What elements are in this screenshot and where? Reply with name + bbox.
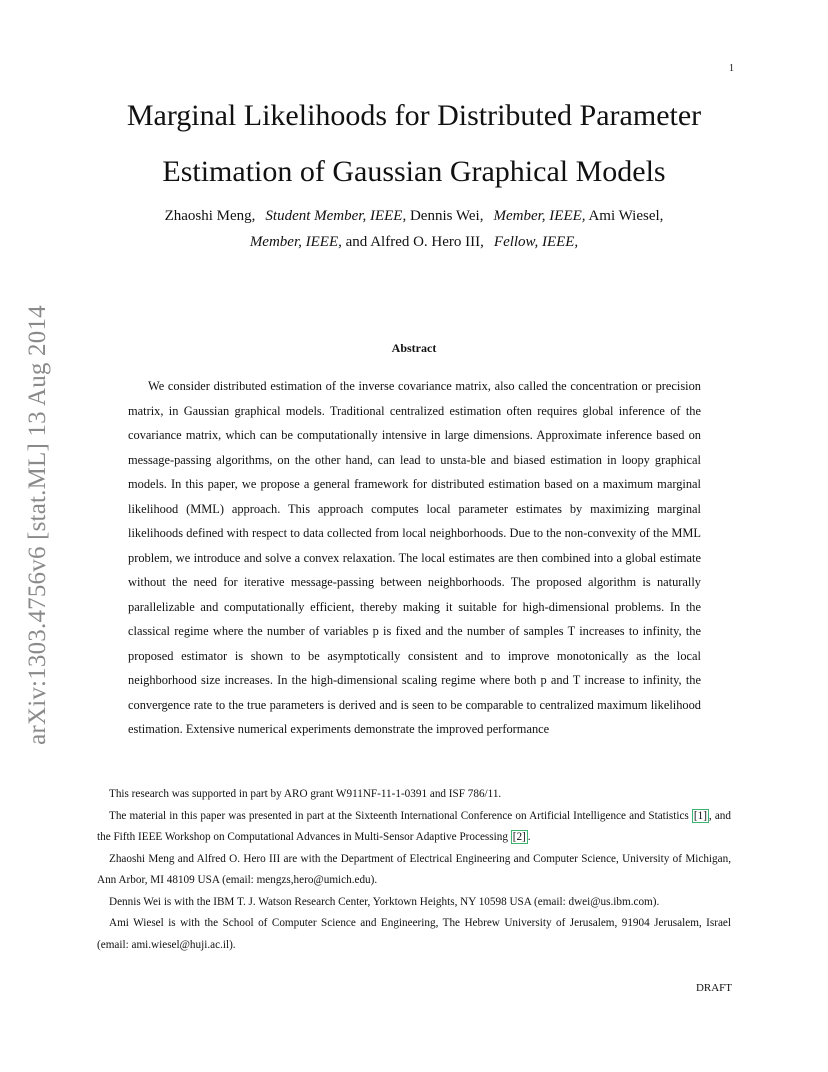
footnote-affiliation: Dennis Wei is with the IBM T. J. Watson Research Center, Yorktown Heights, NY 10598 USA (email: dwei@us.ibm.com).	[109, 895, 660, 908]
draft-label: DRAFT	[695, 982, 732, 994]
author-line-1	[90, 203, 738, 229]
abstract-text: We consider distributed estimation of the inverse covariance matrix, also called the concentration or precision matrix, in Gaussian graphical models. Traditional centralized estimation often requires global inference of the covariance matrix, which can be computationally intensive in large dimensions. Approximate inference based on message-passing algorithms, on the other hand, can lead to unsta-ble and biased estimation in loopy graphical models. In this paper, we propose a general framework for distributed estimation based on a maximum marginal likelihood (MML) approach. This approach computes local parameter estimates by maximizing marginal likelihoods defined with respect to data collected from local neighborhoods. Due to the non-convexity of the MML problem, we introduce and solve a convex relaxation. The local estimates are then combined into a global estimate without the need for iterative message-passing between neighborhoods. The proposed algorithm is naturally parallelizable and computationally efficient, thereby making it suitable for high-dimensional problems. In the classical regime where the number of variables p is fixed and the number of samples T increases to infinity, the proposed estimator is shown to be asymptotically consistent and to improve monotonically as the local neighborhood size increases. In the high-dimensional scaling regime where both p and T increase to infinity, the convergence rate to the true parameters is derived and is seen to be comparable to centralized maximum likelihood estimation. Extensive numerical experiments demonstrate the improved performance	[128, 379, 701, 736]
footnote-text: The material in this paper was presented in part at the Sixteenth International Conference on Artificial Intelligence and Statistics	[109, 809, 692, 822]
paper-title	[60, 88, 768, 200]
author-line-2	[90, 229, 738, 255]
title-line-2: Estimation of Gaussian Graphical Models	[162, 155, 666, 188]
page-number: 1	[729, 63, 734, 74]
footnote-affiliation: Zhaoshi Meng and Alfred O. Hero III are with the Department of Electrical Engineering and Computer Science, University of Michigan, Ann Arbor, MI 48109 USA (email: mengzs,hero@umich.edu).	[97, 852, 731, 886]
citation-link[interactable]: [2]	[512, 831, 526, 843]
title-line-1: Marginal Likelihoods for Distributed Parameter	[126, 99, 702, 132]
author-affiliation-role: Member, IEEE,	[493, 208, 586, 224]
abstract-heading: Abstract	[391, 341, 437, 355]
footnote-prior-presentation	[97, 806, 731, 849]
author-name: Ami Wiesel,	[588, 208, 664, 224]
author-affiliation-role: Fellow, IEEE,	[493, 234, 579, 250]
footnote-text: , and the Fifth IEEE Workshop on Computational Advances in Multi-Sensor Adaptive Processing	[97, 809, 731, 843]
footnotes	[97, 784, 731, 956]
author-affiliation-role: Member, IEEE,	[249, 234, 342, 250]
author-name: Dennis Wei,	[409, 208, 484, 224]
footnote-affiliation: Ami Wiesel is with the School of Computer Science and Engineering, The Hebrew University of Jerusalem, 91904 Jerusalem, Israel (email: ami.wiesel@huji.ac.il).	[97, 917, 731, 951]
footnote-text: .	[527, 831, 531, 843]
arxiv-stamp: arXiv:1303.4756v6 [stat.ML] 13 Aug 2014	[24, 305, 51, 745]
author-name: and Alfred O. Hero III,	[345, 234, 484, 250]
author-name: Zhaoshi Meng,	[164, 208, 256, 224]
author-list	[90, 203, 738, 255]
citation-link[interactable]: [1]	[693, 809, 707, 822]
footnote-funding: This research was supported in part by ARO grant W911NF-11-1-0391 and ISF 786/11.	[109, 788, 502, 800]
author-affiliation-role: Student Member, IEEE,	[265, 208, 407, 224]
